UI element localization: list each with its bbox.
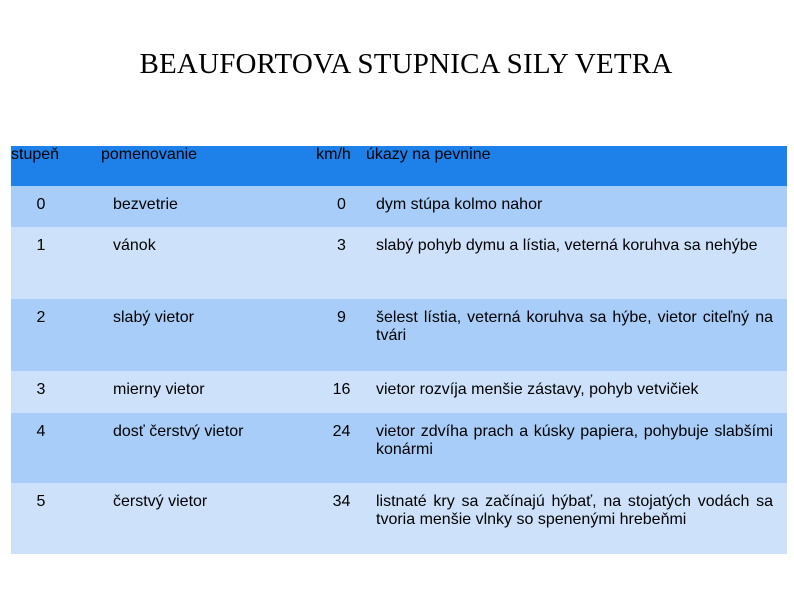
header-ukazy: úkazy na pevnine bbox=[366, 146, 491, 163]
table-row bbox=[11, 413, 787, 483]
cell-kmh: 3 bbox=[337, 237, 346, 254]
cell-pomenovanie: bezvetrie bbox=[113, 196, 178, 213]
cell-kmh: 24 bbox=[332, 423, 351, 440]
table-row bbox=[11, 483, 787, 554]
table-row bbox=[11, 299, 787, 371]
page-title: BEAUFORTOVA STUPNICA SILY VETRA bbox=[139, 48, 673, 80]
cell-stupen: 3 bbox=[36, 381, 46, 398]
table-row bbox=[11, 227, 787, 299]
table-row bbox=[11, 371, 787, 413]
cell-kmh: 34 bbox=[332, 493, 351, 510]
cell-pomenovanie: čerstvý vietor bbox=[113, 493, 208, 510]
header-kmh: km/h bbox=[316, 146, 351, 163]
beaufort-scale-table bbox=[11, 146, 787, 554]
cell-kmh: 0 bbox=[337, 196, 346, 213]
cell-pomenovanie: vánok bbox=[113, 237, 156, 254]
cell-ukazy: listnaté kry sa začínajú hýbať, na stojatých vodách sa tvoria menšie vlnky so spenenými hrebeňmi bbox=[376, 493, 773, 528]
cell-pomenovanie: slabý vietor bbox=[113, 309, 194, 326]
cell-ukazy: dym stúpa kolmo nahor bbox=[376, 196, 543, 213]
table-header bbox=[11, 146, 787, 186]
cell-ukazy: šelest lístia, veterná koruhva sa hýbe, vietor citeľný na tvári bbox=[376, 309, 773, 344]
cell-pomenovanie: mierny vietor bbox=[113, 381, 205, 398]
cell-pomenovanie: dosť čerstvý vietor bbox=[113, 423, 244, 440]
cell-kmh: 16 bbox=[332, 381, 351, 398]
header-pomenovanie: pomenovanie bbox=[101, 146, 198, 163]
cell-stupen: 4 bbox=[36, 423, 46, 440]
table-row bbox=[11, 186, 787, 227]
cell-stupen: 5 bbox=[36, 493, 46, 510]
cell-ukazy: vietor rozvíja menšie zástavy, pohyb vetvičiek bbox=[376, 381, 699, 398]
cell-stupen: 0 bbox=[36, 196, 46, 213]
cell-stupen: 2 bbox=[36, 309, 46, 326]
header-stupen: stupeň bbox=[11, 146, 60, 163]
cell-ukazy: vietor zdvíha prach a kúsky papiera, pohybuje slabšími konármi bbox=[376, 423, 773, 458]
cell-stupen: 1 bbox=[36, 237, 46, 254]
header-row bbox=[11, 146, 787, 186]
table-body bbox=[11, 186, 787, 554]
cell-kmh: 9 bbox=[337, 309, 346, 326]
cell-ukazy: slabý pohyb dymu a lístia, veterná koruhva sa nehýbe bbox=[376, 237, 758, 254]
